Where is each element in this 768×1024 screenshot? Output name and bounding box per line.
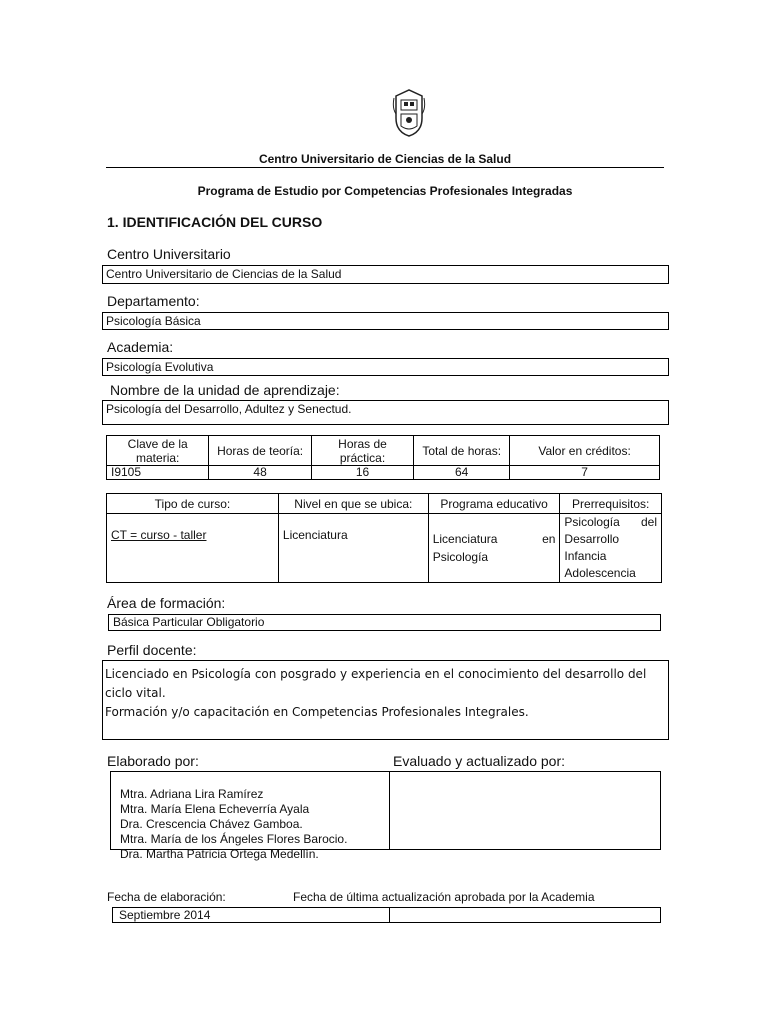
credits-value-row (107, 466, 660, 480)
course-table (106, 493, 662, 583)
author-name: Dra. Crescencia Chávez Gamboa. (120, 817, 303, 831)
credits-header-cell: Horas de práctica: (311, 436, 413, 466)
programa-text: Psicología (432, 550, 489, 564)
area-value: Básica Particular Obligatorio (113, 615, 265, 629)
course-value-row (107, 514, 662, 583)
departamento-label: Departamento: (107, 293, 200, 309)
section-title: 1. IDENTIFICACIÓN DEL CURSO (107, 214, 323, 230)
academia-label: Academia: (107, 339, 174, 355)
programa-line1 (433, 530, 556, 548)
prereq-text: del (640, 515, 657, 529)
authors-list (120, 787, 347, 862)
evaluado-label: Evaluado y actualizado por: (393, 753, 565, 769)
fecha-elaboracion-label: Fecha de elaboración: (107, 890, 226, 904)
programa-text: en (542, 532, 556, 546)
prereq-text: Psicología (564, 515, 620, 529)
box-divider (389, 908, 390, 922)
centro-label: Centro Universitario (107, 246, 231, 262)
programa-text: Licenciatura (432, 532, 498, 546)
author-name: Mtra. Adriana Lira Ramírez (120, 787, 264, 801)
unidad-field (102, 400, 669, 425)
nivel-cell (278, 514, 428, 583)
prereq-cell (560, 514, 662, 583)
centro-field (102, 265, 669, 284)
credits-value-cell: 48 (209, 466, 311, 480)
fecha-elaboracion-value: Septiembre 2014 (119, 908, 211, 922)
perfil-text (105, 665, 646, 722)
credits-header-cell: Clave de la materia: (107, 436, 209, 466)
author-name: Dra. Martha Patricia Ortega Medellín. (120, 847, 319, 861)
elaborado-box (110, 771, 661, 861)
prereq-text: Adolescencia (564, 566, 636, 580)
credits-value-cell: 16 (311, 466, 413, 480)
perfil-line: ciclo vital. (105, 686, 166, 700)
departamento-field (102, 312, 669, 330)
perfil-label: Perfil docente: (107, 642, 197, 658)
credits-header-cell: Total de horas: (414, 436, 510, 466)
centro-value: Centro Universitario de Ciencias de la Salud (106, 267, 342, 281)
course-header-cell: Nivel en que se ubica: (278, 494, 428, 514)
credits-value-cell: 7 (510, 466, 660, 480)
credits-table (106, 435, 660, 480)
tipo-cell (107, 514, 279, 583)
university-seal-logo (392, 88, 426, 138)
prereq-line1 (564, 514, 657, 531)
area-field (108, 614, 661, 631)
center-name-heading: Centro Universitario de Ciencias de la Salud (258, 152, 512, 166)
unidad-label: Nombre de la unidad de aprendizaje: (110, 382, 340, 398)
credits-value-cell: I9105 (107, 466, 209, 480)
area-label: Área de formación: (107, 595, 226, 611)
departamento-value: Psicología Básica (106, 314, 201, 328)
unidad-value: Psicología del Desarrollo, Adultez y Senectud. (106, 402, 352, 416)
prereq-text: Desarrollo (564, 532, 620, 546)
tipo-value: CT = curso - taller (111, 528, 207, 542)
course-header-cell: Prerrequisitos: (560, 494, 662, 514)
academia-field (102, 358, 669, 376)
perfil-field (102, 660, 669, 740)
author-name: Mtra. María de los Ángeles Flores Barocio. (120, 832, 348, 846)
academia-value: Psicología Evolutiva (106, 360, 214, 374)
credits-value-cell: 64 (414, 466, 510, 480)
program-title: Programa de Estudio por Competencias Profesionales Integradas (197, 184, 573, 198)
course-header-row (107, 494, 662, 514)
credits-header-cell: Horas de teoría: (209, 436, 311, 466)
header-rule (106, 167, 664, 168)
credits-header-row (107, 436, 660, 466)
fecha-actualizacion-label: Fecha de última actualización aprobada por la Academia (293, 890, 595, 904)
author-name: Mtra. María Elena Echeverría Ayala (120, 802, 310, 816)
credits-header-cell: Valor en créditos: (510, 436, 660, 466)
course-header-cell: Programa educativo (428, 494, 560, 514)
box-divider (389, 772, 390, 849)
nivel-value: Licenciatura (282, 528, 348, 542)
perfil-line: Licenciado en Psicología con posgrado y experiencia en el conocimiento del desarrollo del (105, 667, 647, 681)
course-header-cell: Tipo de curso: (107, 494, 279, 514)
programa-cell (428, 514, 560, 583)
elaborado-label: Elaborado por: (107, 753, 199, 769)
perfil-line: Formación y/o capacitación en Competencias Profesionales Integrales. (105, 705, 529, 719)
prereq-text: Infancia (564, 549, 607, 563)
fechas-box (112, 907, 661, 923)
